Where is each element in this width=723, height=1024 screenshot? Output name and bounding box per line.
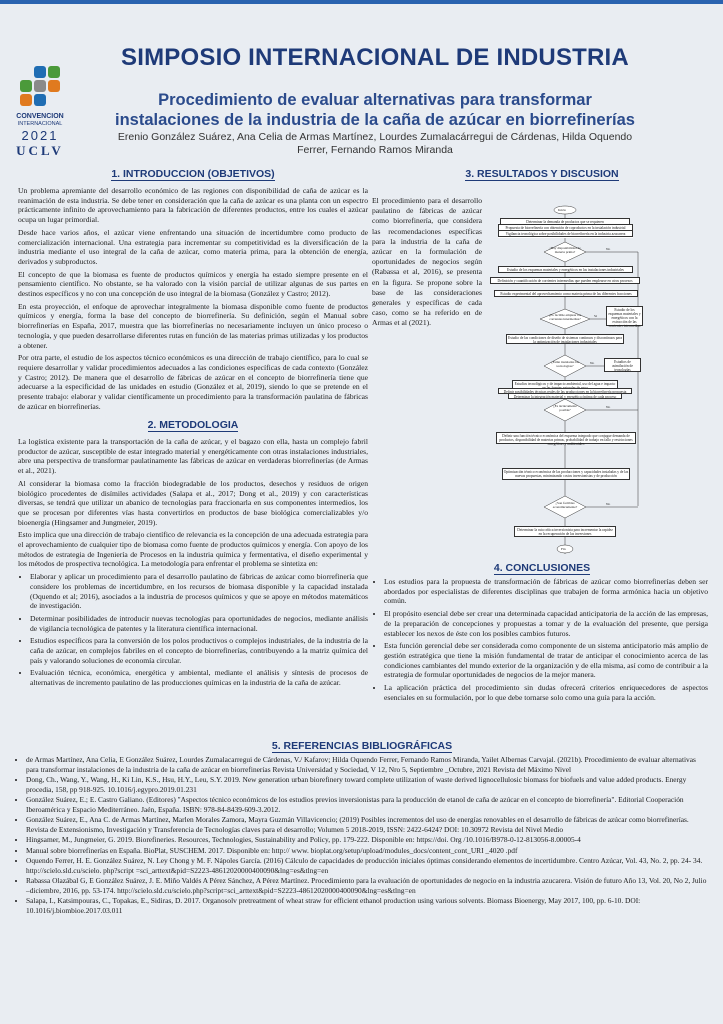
subtitle-line2: instalaciones de la industria de la caña de azúcar en biorrefinerías	[115, 111, 635, 129]
list-item: • Rabassa Olazábal G, E González Suárez, J. E. Miño Valdés A Pérez Sánchez, A Pérez Martínez. Procedimiento para la evaluación de oportunidades de negocio en la industria azucarera. Visión de futuro Año 13, Vol. 20, No 2, Julio –diciembre, 2016, pp. 53-174. http://scielo.sld.cu/scielo.php?script=sci_arttext&pid=S2223-48612020000400090&lng=es&tlng=en	[26, 876, 710, 895]
results-text: El procedimiento para el desarrollo paulatino de fábricas de azúcar como biorrefinería, que considera las recomendaciones específicas para la industria de la caña de azúcar en la formulación de oportunidades de negocios según (Rabassa et al, 2016), se presenta en la figura. Se propone sobre la base de las consideraciones generales y específicas de cada caso, como se ha referido en de Armas et al (2021).	[372, 196, 482, 328]
flow-step: Vigilancia tecnológica sobre posibilidades de biorrefinería en la industria azucarera	[498, 230, 633, 237]
convention-logo	[8, 66, 72, 166]
conclusions-list	[372, 577, 708, 702]
intro-heading: 1. INTRODUCCION (OBJETIVOS)	[111, 168, 275, 180]
flow-decision-text: ¿Son factibles económicamente?	[552, 501, 578, 509]
list-item: • Elaborar y aplicar un procedimiento para el desarrollo paulatino de fábricas de azúcar como biorrefinería que considere los problemas de incertidumbre, en los recursos de biomasa disponible y la capacidad instalada (Oquendo et al; 2016), asociados a la industria de procesos químicos y que se apoye en métodos matemáticos de investigación.	[30, 572, 368, 611]
metod-heading: 2. METODOLOGIA	[147, 419, 239, 431]
conclusions-text	[372, 577, 708, 705]
flow-side-step: Estudio de los esquemas materiales y energéticos con la extracción de las corrientes intermedias	[606, 306, 643, 326]
flow-end-label: Fin	[561, 547, 566, 551]
list-item: • El propósito esencial debe ser crear una determinada capacidad anticipatoria de la acción de las empresas, de la preparación de concepciones y propuestas a tomar y de la evaluación del presente, que persiga establecer los nexos de éste con los posibles cambios futuros.	[384, 609, 708, 638]
flow-step: Estudios tecnológicos y de impacto ambiental, uso del agua e impacto	[512, 380, 618, 390]
results-heading: 3. RESULTADOS Y DISCUSION	[465, 168, 619, 180]
page-title: SIMPOSIO INTERNACIONAL DE INDUSTRIA	[121, 44, 629, 71]
flow-step: Definir una función técnico económica del esquema integrado que conjugue demanda de productos, disponibilidad de materias primas, probabilidad de trabajo en fallo y restricciones energéticas y ambientales	[496, 432, 636, 444]
flow-start-label: Inicio	[558, 208, 567, 212]
logo-mark-icon	[18, 66, 62, 110]
subtitle-line1: Procedimiento de evaluar alternativas para transformar	[158, 91, 592, 109]
intro-paragraph: El concepto de que la biomasa es fuente de productos químicos y energía ha estado siempre presente en el pensamiento científico. No obstante, se ha valorado con la visión parcial de utilizar algunas de sus partes en destinos específicos y no con una concepción de uso integral de la biomasa (González y Castro; 2012).	[18, 269, 368, 299]
flow-step: Definir posibilidades técnicas reales de las producciones en la biorrefinería propuesta	[498, 388, 632, 394]
list-item: • La aplicación práctica del procedimiento sin dudas ofrecerá criterios enriquecedores de aspectos esenciales en su formulación, por lo que debe tornarse solo como una guía para la acción.	[384, 683, 708, 702]
logo-line1: CONVENCION	[16, 113, 64, 120]
flow-no-label: No	[606, 247, 611, 251]
flow-step: Determinar la ruta crítica inversionista para incrementar la rapidez en la recuperación de las inversiones	[514, 526, 616, 537]
flow-no-label: No	[606, 502, 611, 506]
list-item: • Esta función gerencial debe ser considerada como componente de un sistema anticipatorio más amplio de gestión estratégica que tiene la misión fundamental de tratar de anticipar el conocimiento acerca de las condiciones cambiantes del mundo exterior de la organización y de ella misma, así como de contribuir a la estrategia de formular oportunidades de negocios de la mejor manera.	[384, 641, 708, 680]
flow-step: Determinar la demanda de productos que se requieren	[500, 218, 630, 226]
flow-no-label: No	[606, 405, 611, 409]
list-item: • Evaluación técnica, económica, energética y ambiental, mediante el análisis y síntesis de procesos de alternativas de incremento paulatino de las producciones químicas en la industria de la caña de azúcar.	[30, 668, 368, 687]
flow-step: Estudio de los esquemas materiales y energéticos en las instalaciones industriales	[498, 266, 633, 273]
refs-heading: 5. REFERENCIAS BIBLIOGRÁFICAS	[271, 740, 453, 752]
intro-text	[18, 186, 368, 414]
procedure-flowchart	[488, 206, 643, 554]
list-item: • Manual sobre biorrefinerías en España. BioPlat, SUSCHEM. 2017. Disponible en: http:// www. bioplat.org/setup/upload/modules_docs/content_cont_URI _4020 .pdf	[26, 846, 710, 856]
conclusions-heading: 4. CONCLUSIONES	[493, 562, 591, 574]
logo-org: UCLV	[16, 143, 64, 158]
metod-paragraph: La logística existente para la transportación de la caña de azúcar, y el bagazo con ella, hasta un complejo fabril productor de azúcar, susceptible de estar integrado material y energéticamente con otras instalaciones industriales, abre una perspectiva de transformar paulatinamente las fábricas de azúcar en verdaderas biorrefinerías (de Armas et al., 2021).	[18, 437, 368, 476]
list-item: • de Armas Martínez, Ana Celia, E González Suárez, Lourdes Zumalacarregui de Cárdenas, V./ Kafarov; Hilda Oquendo Ferrer, Fernando Ramos Miranda, Yailet Albernas Carvajal. (2021b). Procedimiento de evaluar alternativas para transformar instalaciones de la industria de la caña de azúcar en biorrefinerías Revista Universidad y Sociedad, V 12, Nro 5, Septiembre _Octubre, 2021 Revista del Máximo Nivel	[26, 755, 710, 774]
intro-paragraph: En esta proyección, el enfoque de aprovechar integralmente la biomasa disponible como fuente de productos químicos y energía, forma la base del concepto de biorrefinería. Su definición, según el Manual sobre biorrefinerías en España, 2017, muestra que las biorrefinerías no necesariamente incluyen un único proceso o tecnología, y que pueden desarrollarse diferentes rutas en función de las materias primas utilizadas y los productos a obtener.	[18, 301, 368, 350]
flow-step: Estudio de las condiciones de diseño de sistemas continuos y discontinuos para la optimización de instalaciones industriales	[506, 334, 624, 344]
list-item: • Determinar posibilidades de introducir nuevas tecnologías para oportunidades de negocios, mediante análisis de vigilancia tecnológica de patentes y la literatura científica internacional.	[30, 614, 368, 633]
list-item: • González Suárez, E.; E. Castro Galiano. (Editores) "Aspectos técnico económicos de los estudios previos inversionistas para la producción de etanol de caña de azúcar en el concepto de biorrefinería". Editorial Cooperación Iberoamérica y Espacio Mediterráneo. Jaén, España. ISBN: 978-84-8439-609-3.2012.	[26, 795, 710, 814]
list-item: • Estudios específicos para la conversión de los polos productivos o complejos industriales, de la industria de la caña de azúcar, en complejos fabriles en el concepto de biorrefinerías, contribuyendo a la matriz química del país y valorando soluciones de economía circular.	[30, 636, 368, 665]
logo-year: 2021	[21, 128, 59, 143]
intro-paragraph: Un problema apremiante del desarrollo económico de las regiones con disponibilidad de caña de azúcar es la reanimación de esta industria. Se debe tener en consideración que la caña de azúcar es una planta con un espectro prácticamente infinito de aprovechamiento para la fabricación de diferentes productos, entre los cuales el azúcar ocupa un lugar primordial.	[18, 186, 368, 225]
flow-side-step: Estudios de asimilación de tecnologías	[604, 358, 641, 372]
references-list	[14, 755, 710, 916]
intro-paragraph: Desde hace varios años, el azúcar viene enfrentando una situación de incertidumbre como producto de comercialización internacional. Una estrategia para incrementar su competitividad es la diversificación de la industria mediante el uso integral de la caña de azúcar, como materia prima, para la obtención de energía, derivados y subproductos.	[18, 227, 368, 266]
list-item: • Oquendo Ferrer, H. E. González Suárez, N. Ley Chong y M. F. Nápoles García. (2016) Cálculo de capacidades de producción iniciales óptimas considerando elementos de incertidumbre. Centro Azúcar, Vol. 43, No. 2, pp. 24- 34. http://scielo.sld.cu/scielo. php?script =sci_arttext&pid=S2223-48612020000400090&lng=es&tlng=en	[26, 856, 710, 875]
authors-line2: Ferrer, Fernando Ramos Miranda	[297, 144, 453, 156]
list-item: • Salapa, I., Katsimpouras, C., Topakas, E., Sidiras, D. 2017. Organosolv pretreatment of wheat straw for efficient ethanol production using various solvents. Biomass Bioenergy, May 2017, 100, pp. 6-10. DOI: 10.1016/j.biombioe.2017.03.011	[26, 896, 710, 915]
flow-decision-text: ¿Hay disponibilidad de materia prima?	[549, 246, 581, 254]
metod-bullets	[18, 572, 368, 688]
flow-step: Determinar la integración material y energética óptima de cada proceso	[508, 393, 622, 399]
metod-paragraph: Esto implica que una dirección de trabajo científico de relevancia es la concepción de una adecuada estrategia para el aprovechamiento de cualquier tipo de biomasa como fuente de productos químicos y energía. Con apoyo de los métodos de estrategia de Ingeniería de Procesos en la industria química y fermentativa, el diseño experimental y los métodos de prospectiva tecnológica. La metodología para enfrentar el problema se sintetiza en:	[18, 530, 368, 569]
flow-step: Propuesta de biorrefinería con obtención de coproductos en la instalación industrial	[498, 224, 633, 231]
logo-line2: INTERNACIONAL	[17, 121, 63, 127]
list-item: • Hingsamer, M., Jungmeier, G. 2019. Biorefineries. Resources, Technologies, Sustainability and Policy, pp. 179-222. Disponible en: https://doi. Org /10.1016/B978-0-12-813056-8.00005-4	[26, 835, 710, 845]
flow-yes-label: Si	[594, 314, 597, 318]
top-accent-line	[0, 0, 723, 4]
list-item: • González Suárez, E., Ana C. de Armas Martínez, Marlen Morales Zamora, Mayra Guzmán Villavicencio; (2019) Posibles incrementos del uso de energías renovables en el desarrollo de fábricas de azúcar como biorrefinerías. Revista de Extensionismo, Investigación y Transferencia de Tecnologías claves para el desarrollo; Volumen 5 2018-2019, ISSN: 2422-6424? DOI: 10.30972 Revista del Nivel Medio	[26, 815, 710, 834]
flow-decision-text: ¿Están instaladas las tecnologías?	[551, 360, 579, 368]
flow-decision-text: ¿Es técnicamente posible?	[553, 404, 577, 412]
flow-step: Estudio experimental del aprovechamiento como materia prima de las diferentes fracciones	[494, 290, 638, 297]
flow-decision-text: ¿Es factible emplear las corrientes intermedias?	[548, 313, 582, 321]
list-item: • Dong, Ch., Wang, Y., Wang, H., Ki Lin, K.S., Hsu, H.Y., Leu, S.Y. 2019. New generation urban biorefinery toward complete utilization of waste derived lignocellulosic biomass for biofuels and value added products. Energy procedia, 158, pp 918-925. 10.1016/j.egypro.2019.01.231	[26, 775, 710, 794]
flow-no-label: No	[590, 361, 595, 365]
authors-line1: Erenio González Suárez, Ana Celia de Armas Martínez, Lourdes Zumalacárregui de Cárdenas, Hilda Oquendo	[117, 131, 633, 143]
metod-paragraph: Al considerar la biomasa como la fracción biodegradable de los productos, desechos y residuos de origen biológico procedentes de disímiles actividades (Salapa et al., 2017; Dong et al., 2019) y con características diversas, se tendrá que utilizar un abanico de tecnologías para fraccionarla en sus componentes intermedios, los que se procesan por diferentes vías hasta convertirlos en productos de base biológica comercializables y/o bioenergía (Hingsamer and Jungmeier, 2019).	[18, 478, 368, 527]
list-item: • Los estudios para la propuesta de transformación de fábricas de azúcar como biorrefinerías deben ser abordados por especialistas de diferentes disciplinas que trabajen de forma armónica hacia un objetivo común.	[384, 577, 708, 606]
poster-subtitle	[95, 90, 655, 130]
flow-step: Definición y cuantificación de corrientes intermedias que pueden emplearse en otros procesos	[490, 277, 640, 284]
flow-step: Optimización técnico económica de las producciones y capacidades instaladas y de las nuevas propuestas, minimizando costos inversionistas y de producción	[502, 468, 630, 480]
intro-paragraph: Por otra parte, el estudio de los aspectos técnico económicos es una dirección de trabajo científico, para lo cual se requiere desarrollar y validar procedimientos adecuados a las condiciones específicas de cada contexto (González y Castro; 2012). De manera que el desarrollo de fábricas de azúcar en el concepto de biorrefinería tiene que adecuarse a la especificidad de las unidades en estudio (González et al, 2019), siendo lo que se pretende en el presente trabajo: elaborar y validar científicamente un procedimiento para la transformación paulatina de fábricas de azúcar en biorrefinerías.	[18, 353, 368, 411]
metod-text	[18, 437, 368, 691]
authors	[95, 131, 655, 157]
